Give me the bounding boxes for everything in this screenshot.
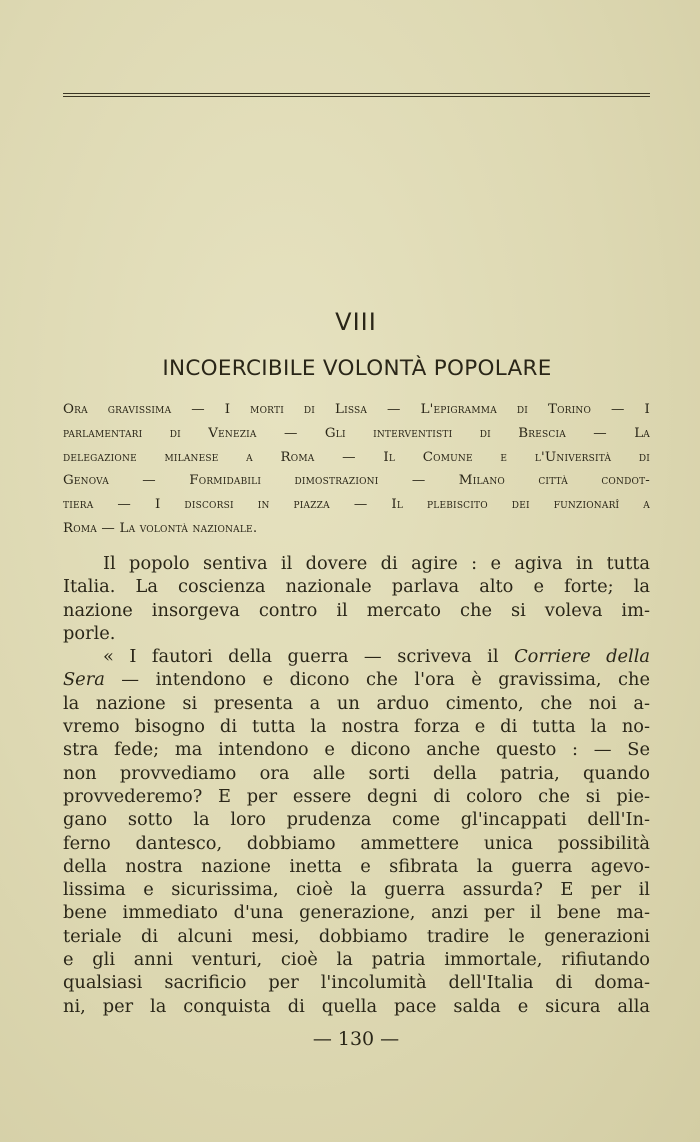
newspaper-name: Corriere della bbox=[514, 646, 650, 668]
text-line bbox=[63, 645, 650, 668]
quote-continuation: — intendono e dicono che l'ora è gravissima, che bbox=[104, 669, 650, 691]
text-line: Il popolo sentiva il dovere di agire : e agiva in tutta bbox=[103, 553, 650, 574]
text-line: della nostra nazione inetta e sfibrata la guerra agevo- bbox=[63, 855, 650, 877]
page-number: — 130 — bbox=[312, 1028, 400, 1050]
text-line: ferno dantesco, dobbiamo ammettere unica possibilità bbox=[63, 832, 650, 854]
chapter-number: VIII bbox=[335, 308, 377, 336]
summary-line: parlamentari di Venezia — Gli interventisti di Brescia — La bbox=[63, 425, 650, 441]
text-line: non provvediamo ora alle sorti della patria, quando bbox=[63, 762, 650, 784]
summary-line: tiera — I discorsi in piazza — Il plebiscito dei funzionarî a bbox=[63, 497, 650, 513]
text-line bbox=[63, 668, 650, 691]
quote-opening: « I fautori della guerra — scriveva il bbox=[103, 646, 515, 668]
text-line: teriale di alcuni mesi, dobbiamo tradire le generazioni bbox=[63, 925, 650, 947]
chapter-title: INCOERCIBILE VOLONTÀ POPOLARE bbox=[162, 356, 552, 381]
summary-line: delegazione milanese a Roma — Il Comune e l'Università di bbox=[63, 449, 650, 465]
text-line: porle. bbox=[63, 622, 116, 644]
text-line: stra fede; ma intendono e dicono anche questo : — Se bbox=[63, 739, 650, 761]
text-line: qualsiasi sacrificio per l'incolumità dell'Italia di doma- bbox=[63, 972, 650, 994]
text-line: la nazione si presenta a un arduo cimento, che noi a- bbox=[63, 692, 650, 714]
text-line: vremo bisogno di tutta la nostra forza e di tutta la no- bbox=[63, 716, 650, 738]
chapter-summary bbox=[63, 398, 650, 541]
text-line: Italia. La coscienza nazionale parlava alto e forte; la bbox=[63, 576, 650, 598]
text-line: provvederemo? E per essere degni di coloro che si pie- bbox=[63, 785, 650, 807]
summary-line: Roma — La volontà nazionale. bbox=[63, 520, 258, 536]
text-line: lissima e sicurissima, cioè la guerra assurda? E per il bbox=[63, 879, 650, 901]
text-line: nazione insorgeva contro il mercato che si voleva im- bbox=[63, 599, 650, 621]
text-line: bene immediato d'una generazione, anzi per il bene ma- bbox=[63, 902, 650, 924]
header-rule bbox=[63, 93, 650, 97]
summary-line: Ora gravissima — I morti di Lissa — L'epigramma di Torino — I bbox=[63, 402, 650, 417]
body-text bbox=[63, 552, 650, 1018]
newspaper-name-end: Sera bbox=[63, 669, 105, 691]
text-line: ni, per la conquista di quella pace salda e sicura alla bbox=[63, 995, 650, 1017]
summary-line: Genova — Formidabili dimostrazioni — Milano città condot- bbox=[63, 473, 650, 489]
text-line: e gli anni venturi, cioè la patria immortale, rifiutando bbox=[63, 949, 650, 971]
text-line: gano sotto la loro prudenza come gl'incappati dell'In- bbox=[63, 809, 650, 831]
